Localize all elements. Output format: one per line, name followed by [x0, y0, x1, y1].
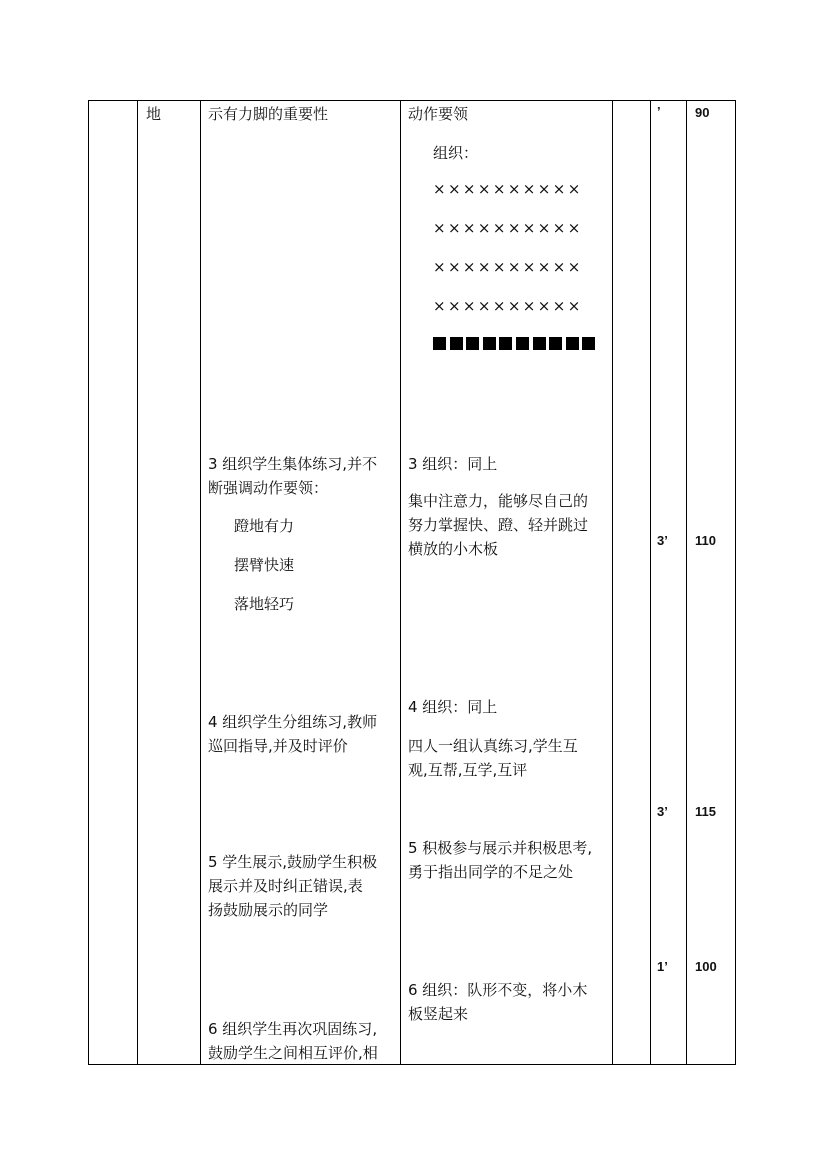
focus-line3: 横放的小木板: [408, 540, 499, 558]
step5-line1: 5 学生展示,鼓励学生积极: [208, 853, 378, 871]
org4-text: 4 组织：同上: [408, 698, 498, 716]
teacher-square: [433, 337, 446, 350]
org6-line2: 板竖起来: [408, 1005, 469, 1023]
step3-line1: 3 组织学生集体练习,并不: [208, 455, 378, 473]
teacher-square: [533, 337, 546, 350]
key-point-2: 摆臂快速: [234, 556, 295, 574]
intro-text: 示有力脚的重要性: [208, 105, 329, 123]
formation-row: ××××××××××: [433, 297, 583, 315]
show-line2: 勇于指出同学的不足之处: [408, 863, 574, 881]
column-divider: [400, 100, 401, 1065]
step3-line2: 断强调动作要领：: [208, 479, 329, 497]
venue-cell-text: 地: [146, 105, 162, 123]
organization-label: 组织：: [433, 144, 479, 162]
value-cell-0: 90: [695, 105, 710, 120]
teacher-square: [483, 337, 496, 350]
focus-line1: 集中注意力，能够尽自己的: [408, 492, 589, 510]
group-line2: 观,互帮,互学,互评: [408, 761, 528, 779]
column-divider: [137, 100, 138, 1065]
group-line1: 四人一组认真练习,学生互: [408, 737, 578, 755]
step5-line3: 扬鼓励展示的同学: [208, 901, 329, 919]
focus-line2: 努力掌握快、蹬、轻并跳过: [408, 516, 589, 534]
teacher-square: [566, 337, 579, 350]
step4-line2: 巡回指导,并及时评价: [208, 737, 348, 755]
teacher-square: [516, 337, 529, 350]
formation-row: ××××××××××: [433, 180, 583, 198]
step5-line2: 展示并及时纠正错误,表: [208, 877, 363, 895]
column-divider: [650, 100, 651, 1065]
org6-line1: 6 组织：队形不变，将小木: [408, 981, 588, 999]
teacher-square: [582, 337, 595, 350]
teacher-square: [549, 337, 562, 350]
value-cell-1: 110: [695, 533, 716, 548]
time-cell-1: 3’: [657, 533, 668, 548]
teacher-row-squares: [433, 337, 599, 352]
teacher-square: [499, 337, 512, 350]
time-cell-0: ’: [657, 104, 661, 119]
show-line1: 5 积极参与展示并积极思考,: [408, 839, 593, 857]
value-cell-2: 115: [695, 804, 716, 819]
time-cell-2: 3’: [657, 804, 668, 819]
time-cell-3: 1’: [657, 959, 668, 974]
value-cell-3: 100: [695, 959, 717, 974]
lesson-table: [88, 100, 736, 1065]
teacher-square: [450, 337, 463, 350]
step6-line1: 6 组织学生再次巩固练习,: [208, 1020, 378, 1038]
step6-line2: 鼓励学生之间相互评价,相: [208, 1044, 378, 1062]
formation-row: ××××××××××: [433, 258, 583, 276]
key-point-1: 蹬地有力: [234, 517, 295, 535]
column-divider: [200, 100, 201, 1065]
org3-text: 3 组织：同上: [408, 455, 498, 473]
formation-row: ××××××××××: [433, 219, 583, 237]
teacher-square: [466, 337, 479, 350]
key-points-heading: 动作要领: [408, 105, 469, 123]
step4-line1: 4 组织学生分组练习,教师: [208, 713, 378, 731]
column-divider: [612, 100, 613, 1065]
key-point-3: 落地轻巧: [234, 595, 295, 613]
column-divider: [686, 100, 687, 1065]
